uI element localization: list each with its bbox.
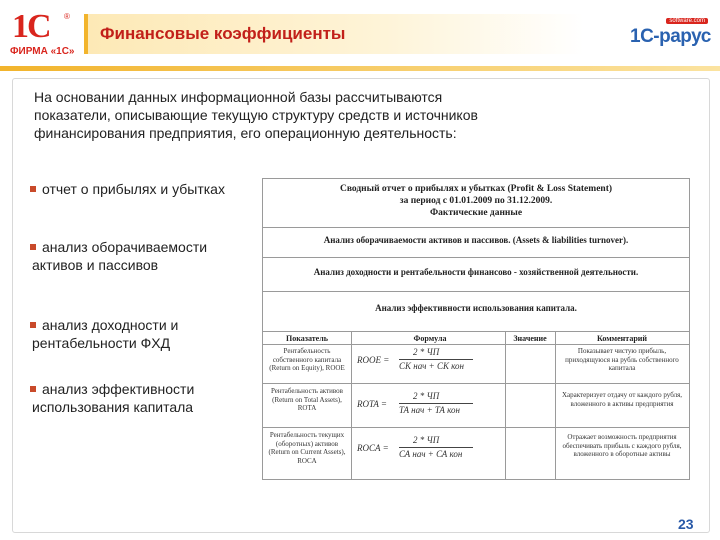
bullet-item-turnover xyxy=(30,238,258,274)
report-divider xyxy=(263,291,689,292)
comment-roe: Показывает чистую прибыль, приходящуюся на рубль собственного капитала xyxy=(565,347,679,372)
indicator-roca: Рентабельность текущих (оборотных) активов (Return on Current Assets), ROCA xyxy=(268,431,346,465)
logo-caption: ФИРМА «1С» xyxy=(10,46,75,57)
pl-report-title xyxy=(263,183,689,219)
bullet-item-profitability xyxy=(30,316,258,352)
capital-report-title: Анализ эффективности использования капитала. xyxy=(375,303,577,313)
table-column-rule xyxy=(555,331,556,479)
fraction-bar xyxy=(399,359,473,360)
formula-rota-denominator: ТА нач + ТА кон xyxy=(399,405,460,415)
partner-logo xyxy=(628,18,712,52)
table-column-rule xyxy=(351,331,352,479)
pl-title-line-2: за период с 01.01.2009 по 31.12.2009. xyxy=(399,196,553,206)
report-divider xyxy=(263,227,689,228)
slide-title: Финансовые коэффициенты xyxy=(100,24,346,43)
pl-title-line-3: Фактические данные xyxy=(429,208,523,218)
intro-paragraph: На основании данных информационной базы рассчитываются показатели, описывающие текущую структуру средств и источников финансирования предприятия, его операционную деятельность: xyxy=(34,89,478,141)
comment-roca: Отражает возможность предприятия обеспечивать прибыль с каждого рубля, вложенного в оборотные активы xyxy=(562,433,682,458)
table-rule xyxy=(263,331,689,332)
bullet-item-capital xyxy=(30,380,258,416)
profitability-report-title: Анализ доходности и рентабельности финансово - хозяйственной деятельности. xyxy=(313,267,639,277)
header-divider xyxy=(0,66,720,71)
title-bar xyxy=(84,14,584,54)
indicator-rota: Рентабельность активов (Return on Total Assets), ROTA xyxy=(271,387,343,412)
table-rule xyxy=(263,427,689,428)
bullet-square-icon xyxy=(30,186,36,192)
report-preview xyxy=(262,178,690,480)
formula-roe-denominator: СК нач + СК кон xyxy=(399,361,465,371)
page-number: 23 xyxy=(678,516,694,532)
column-header-comment: Комментарий xyxy=(596,334,647,343)
formula-roca-numerator: 2 * ЧП xyxy=(413,435,440,445)
indicator-roe: Рентабельность собственного капитала (Return on Equity), ROOE xyxy=(269,347,345,372)
formula-rota-lhs: ROTA = xyxy=(357,399,387,409)
table-rule xyxy=(263,383,689,384)
table-column-rule xyxy=(505,331,506,479)
column-header-value: Значение xyxy=(513,334,547,343)
column-header-indicator: Показатель xyxy=(286,334,328,343)
partner-logo-tag: software.com xyxy=(666,18,708,24)
report-divider xyxy=(263,257,689,258)
partner-logo-name: 1С-рарус xyxy=(630,26,711,47)
pl-title-line-1: Сводный отчет о прибылях и убытках (Profit & Loss Statement) xyxy=(339,184,613,194)
company-logo xyxy=(8,8,78,60)
bullet-text: анализ оборачиваемости активов и пассивов xyxy=(32,239,208,273)
bullet-text: отчет о прибылях и убытках xyxy=(42,181,225,197)
formula-roe-lhs: ROOE = xyxy=(357,355,390,365)
logo-mark: 1С xyxy=(12,8,50,45)
fraction-bar xyxy=(399,403,473,404)
fraction-bar xyxy=(399,447,473,448)
turnover-report-title: Анализ оборачиваемости активов и пассивов. (Assets & liabilities turnover). xyxy=(323,235,629,245)
formula-roca-denominator: СА нач + СА кон xyxy=(399,449,463,459)
formula-rota-numerator: 2 * ЧП xyxy=(413,391,440,401)
bullet-item-pl xyxy=(30,180,258,198)
bullet-square-icon xyxy=(30,244,36,250)
bullet-text: анализ эффективности использования капитала xyxy=(32,381,195,415)
column-header-formula: Формула xyxy=(413,334,447,343)
slide-header xyxy=(0,0,720,66)
comment-rota: Характеризует отдачу от каждого рубля, вложенного в активы предприятия xyxy=(561,391,683,408)
bullet-square-icon xyxy=(30,322,36,328)
bullet-square-icon xyxy=(30,386,36,392)
formula-roe-numerator: 2 * ЧП xyxy=(413,347,440,357)
logo-registered-mark: ® xyxy=(64,12,70,21)
bullet-text: анализ доходности и рентабельности ФХД xyxy=(32,317,179,351)
formula-roca-lhs: ROCA = xyxy=(357,443,389,453)
table-rule xyxy=(263,344,689,345)
